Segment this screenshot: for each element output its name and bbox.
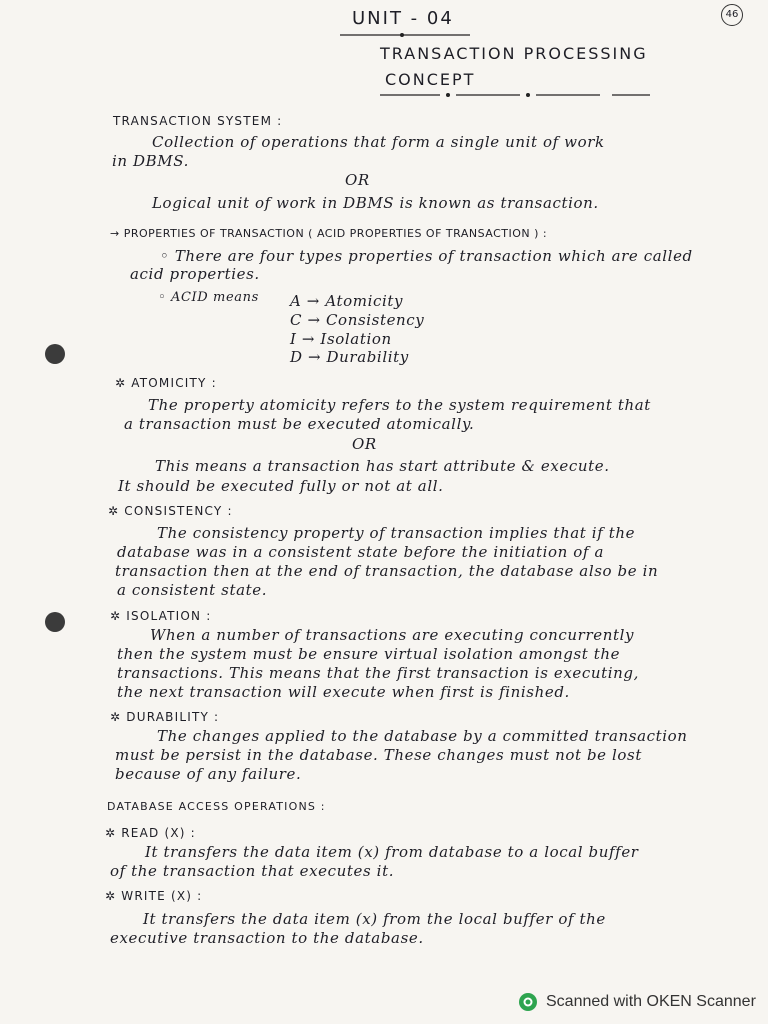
durability-line2: must be persist in the database. These changes must not be lost	[115, 746, 642, 764]
unit-underline	[340, 30, 470, 40]
consistency-heading: ✲ CONSISTENCY :	[108, 504, 233, 518]
write-heading: ✲ WRITE (X) :	[105, 889, 203, 903]
chapter-title-line2: CONCEPT	[385, 70, 476, 89]
isolation-line3: transactions. This means that the first transaction is executing,	[117, 664, 639, 682]
read-line1: It transfers the data item (x) from database to a local buffer	[145, 843, 639, 861]
read-line2: of the transaction that executes it.	[110, 862, 395, 880]
consistency-line3: transaction then at the end of transaction, the database also be in	[115, 562, 659, 580]
properties-line2: acid properties.	[130, 265, 260, 283]
isolation-heading: ✲ ISOLATION :	[110, 609, 212, 623]
durability-line3: because of any failure.	[115, 765, 302, 783]
atomicity-line4: It should be executed fully or not at all.	[118, 477, 444, 495]
write-line2: executive transaction to the database.	[110, 929, 424, 947]
atomicity-line2: a transaction must be executed atomically.	[124, 415, 475, 433]
atomicity-or: OR	[352, 435, 377, 453]
consistency-line2: database was in a consistent state before the initiation of a	[117, 543, 604, 561]
transaction-system-line3: Logical unit of work in DBMS is known as transaction.	[152, 194, 599, 212]
acid-consistency: C → Consistency	[290, 311, 425, 329]
scanner-text: Scanned with OKEN Scanner	[546, 993, 756, 1010]
unit-heading: UNIT - 04	[352, 8, 454, 29]
acid-durability: D → Durability	[290, 348, 409, 366]
consistency-line1: The consistency property of transaction implies that if the	[157, 524, 636, 542]
transaction-system-or: OR	[345, 171, 370, 189]
isolation-line1: When a number of transactions are executing concurrently	[150, 626, 635, 644]
durability-heading: ✲ DURABILITY :	[110, 710, 220, 724]
title-underline	[380, 90, 650, 100]
acid-atomicity: A → Atomicity	[290, 292, 404, 310]
properties-line1: ◦ There are four types properties of transaction which are called	[160, 247, 693, 265]
transaction-system-line1: Collection of operations that form a single unit of work	[152, 133, 605, 151]
binder-hole-bottom	[45, 612, 65, 632]
atomicity-line1: The property atomicity refers to the system requirement that	[148, 396, 651, 414]
atomicity-heading: ✲ ATOMICITY :	[115, 376, 217, 390]
binder-hole-top	[45, 344, 65, 364]
acid-means-label: ◦ ACID means	[158, 290, 259, 305]
db-access-heading: DATABASE ACCESS OPERATIONS :	[107, 800, 326, 813]
read-heading: ✲ READ (X) :	[105, 826, 196, 840]
isolation-line2: then the system must be ensure virtual isolation amongst the	[117, 645, 621, 663]
consistency-line4: a consistent state.	[117, 581, 268, 599]
properties-heading: → PROPERTIES OF TRANSACTION ( ACID PROPERTIES OF TRANSACTION ) :	[110, 227, 548, 240]
atomicity-line3: This means a transaction has start attribute & execute.	[155, 457, 610, 475]
chapter-title-line1: TRANSACTION PROCESSING	[380, 44, 648, 63]
page-number: 46	[721, 4, 743, 26]
durability-line1: The changes applied to the database by a committed transaction	[157, 727, 688, 745]
scanner-watermark	[518, 990, 756, 1014]
transaction-system-heading: TRANSACTION SYSTEM :	[113, 114, 283, 128]
write-line1: It transfers the data item (x) from the local buffer of the	[143, 910, 606, 928]
scanner-logo-icon	[518, 992, 538, 1012]
isolation-line4: the next transaction will execute when first is finished.	[117, 683, 570, 701]
transaction-system-line2: in DBMS.	[112, 152, 189, 170]
acid-isolation: I → Isolation	[290, 330, 392, 348]
